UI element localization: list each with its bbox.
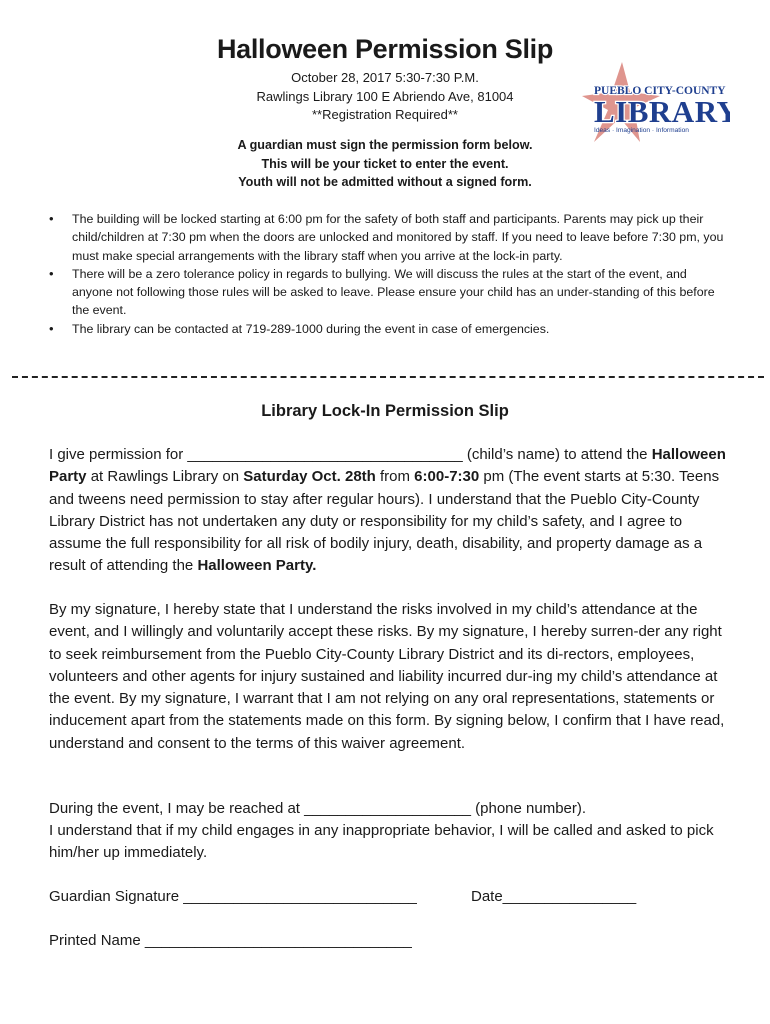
registration-note: **Registration Required** [312, 107, 458, 122]
behavior-policy-text: I understand that if my child engages in any inappropriate behavior, I will be called and asked to pick him/her up immediately. [49, 822, 714, 862]
list-item: • The library can be contacted at 719-289-1000 during the event in case of emergencies. [46, 320, 726, 338]
logo-main-text: LIBRARY [594, 94, 730, 129]
date-field[interactable]: Date________________ [471, 888, 637, 905]
p1-event-name: Halloween Party [49, 446, 726, 486]
phone-contact-line: During the event, I may be reached at ____________________ (phone number). [49, 800, 587, 817]
event-date-time: October 28, 2017 5:30-7:30 P.M. [291, 70, 479, 85]
waiver-paragraph: By my signature, I hereby state that I understand the risks involved in my child’s attendance at the event, and I willingly and voluntarily accept these risks. By my signature, I hereby surren-der any right to seek reimbursement from the Pueblo City-County Library District and its di-rectors, employees, volunteers and other agents for injury sustained and liability incurred dur-ing my child’s attendance at the event. By my signature, I warrant that I am not relying on any oral representations, statements or inducement apart from the statements made on this form. By signing below, I confirm that I have read, understand and consent to the terms of this waiver agreement. [49, 601, 725, 752]
star-icon [580, 62, 730, 158]
p1-event-date: Saturday Oct. 28th [243, 468, 376, 486]
list-item: • The building will be locked starting at 6:00 pm for the safety of both staff and participants. Parents may pick up their child/children at 7:30 pm when the doors are unlocked and monitored by staff. If you need to leave before 7:30 pm, you must make special arrangements with the library staff when you arrive at the lock-in party. [46, 210, 726, 265]
p1-event-name: Halloween Party. [197, 557, 317, 575]
printed-name-field[interactable]: Printed Name ________________________________ [49, 932, 412, 949]
library-logo [580, 62, 730, 158]
cut-line-divider [12, 376, 764, 378]
p1-event-time: 6:00-7:30 [414, 468, 480, 486]
rules-list [46, 210, 726, 338]
p1-text: at Rawlings Library on [86, 468, 244, 486]
page-title: Halloween Permission Slip [216, 34, 554, 64]
permission-paragraph [49, 444, 729, 578]
logo-tagline: Ideas · Imagination · Information [594, 127, 689, 134]
guardian-signature-field[interactable]: Guardian Signature ____________________________ [49, 888, 417, 905]
notice-line-2: This will be your ticket to enter the event. [261, 157, 509, 171]
p1-text: pm (The event starts at 5:30. Teens and tweens need permission to stay after regular hours). I understand that the Pueblo City-County Library District has not undertaken any duty or responsibility for my child’s safety, and I agree to assume the full responsibility for all risk of bodily injury, death, disability, and property damage as a result of attending the [49, 468, 720, 575]
p1-text: from [375, 468, 415, 486]
notice-line-3: Youth will not be admitted without a signed form. [238, 175, 532, 189]
event-location: Rawlings Library 100 E Abriendo Ave, 81004 [256, 89, 514, 104]
slip-title: Library Lock-In Permission Slip [261, 402, 509, 420]
notice-line-1: A guardian must sign the permission form below. [237, 138, 533, 152]
p1-text: I give permission for _________________________________ (child’s name) to attend the [49, 446, 652, 463]
logo-top-text: PUEBLO CITY-COUNTY [594, 85, 726, 97]
list-item: • There will be a zero tolerance policy in regards to bullying. We will discuss the rules at the start of the event, and anyone not following those rules will be asked to leave. Please ensure your child has an under-standing of this before the event. [46, 265, 726, 320]
